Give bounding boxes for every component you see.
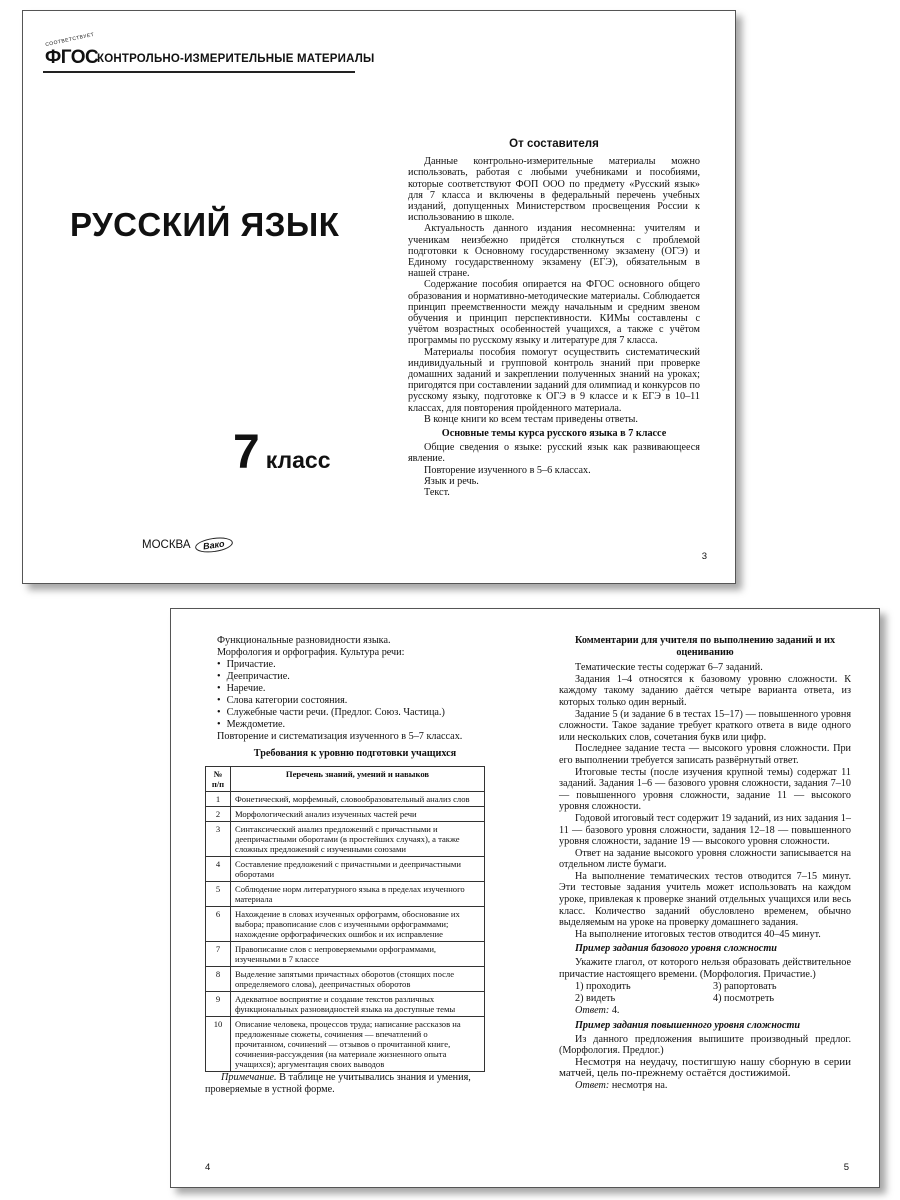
- example-basic-title: Пример задания базового уровня сложности: [575, 943, 777, 955]
- grade-number: 7: [233, 426, 260, 479]
- table-row: [206, 807, 485, 822]
- option: 2) видеть: [575, 992, 616, 1004]
- row-num: 10: [206, 1017, 231, 1072]
- example-basic-task: Укажите глагол, от которого нельзя образовать действительное причастие настоящего времени. (Морфология. Причастие.): [559, 957, 851, 980]
- table-row: [206, 882, 485, 907]
- preface-paragraph: В конце книги ко всем тестам приведены ответы.: [424, 413, 638, 425]
- fgos-logo: [43, 31, 99, 75]
- left-column: [205, 635, 505, 1096]
- preface-paragraph: Данные контрольно-измерительные материалы можно использовать, работая с любыми учебниками и пособиями, которые соответствуют ФОП ООО по предмету «Русский язык» для 7 класса и включены в федеральный перечень учебных изданий, допущенных Министерством просвещения России к использованию в школе.: [408, 156, 700, 224]
- topic-line: Морфология и орфография. Культура речи:: [217, 647, 405, 658]
- row-num: 6: [206, 907, 231, 942]
- fgos-arc-text: СООТВЕТСТВУЕТ: [44, 31, 95, 49]
- example-advanced-task: Из данного предложения выпишите производный предлог. (Морфология. Предлог.): [559, 1033, 851, 1057]
- preface: [408, 139, 700, 498]
- row-text: Нахождение в словах изученных орфограмм, обоснование их выбора; правописание слов с изученными орфограммами; нахождение орфографических ошибок и их исправление: [231, 907, 485, 942]
- list-item: • Наречие.: [217, 683, 505, 695]
- row-text: Правописание слов с непроверяемыми орфограммами, изученными в 7 классе: [231, 942, 485, 967]
- answer-value: 4.: [611, 1005, 620, 1017]
- row-text: Описание человека, процессов труда; написание рассказов на предложенные сюжеты, сочинения — впечатлений о прочитанном, сочинений — отзывов о прочитанной книге, сочинения-рассуждения (на материале жизненного опыта учащихся); аргументация своих выводов: [231, 1017, 485, 1072]
- comment-paragraph: Ответ на задание высокого уровня сложности записывается на отдельном листе бумаги.: [559, 847, 851, 871]
- answer-label: Ответ:: [575, 1079, 610, 1091]
- list-item: • Слова категории состояния.: [217, 695, 505, 707]
- comment-paragraph: Годовой итоговый тест содержит 19 заданий, из них задания 1–11 — базового уровня сложности, задания 12–18 — повышенного уровня сложности, задание 19 — высокого уровня сложности.: [559, 812, 851, 848]
- preface-paragraph: Материалы пособия помогут осуществить систематический индивидуальный и групповой контроль знаний при проверке домашних заданий и закреплении полученных знаний на уроках; пригодятся при составлении заданий для олимпиад и конкурсов по русскому языку, подготовке к ОГЭ в 9 классе и к ЕГЭ в 10–11 классах, для повторения пройденного материала.: [408, 346, 700, 414]
- comment-paragraph: Последнее задание теста — высокого уровня сложности. При его выполнении требуется записать развёрнутый ответ.: [559, 743, 851, 766]
- comment-paragraph: На выполнение итоговых тестов отводится 40–45 минут.: [575, 928, 821, 940]
- page-spread-4-5: [170, 608, 880, 1188]
- table-row: [206, 992, 485, 1017]
- topic-item: Текст.: [424, 487, 450, 499]
- right-column: [559, 635, 851, 1092]
- row-num: 2: [206, 807, 231, 822]
- option: 3) рапортовать: [713, 981, 777, 993]
- series-divider: [43, 71, 355, 73]
- row-num: 1: [206, 792, 231, 807]
- publisher-line: [142, 538, 232, 552]
- row-text: Адекватное восприятие и создание текстов различных функциональных разновидностей языка на доступные темы: [231, 992, 485, 1017]
- book-title: РУССКИЙ ЯЗЫК: [70, 206, 340, 243]
- table-row: [206, 967, 485, 992]
- comment-paragraph: Тематические тесты содержат 6–7 заданий.: [575, 662, 763, 674]
- series-title: КОНТРОЛЬНО-ИЗМЕРИТЕЛЬНЫЕ МАТЕРИАЛЫ: [97, 53, 375, 65]
- table-note: [205, 1072, 505, 1096]
- row-text: Синтаксический анализ предложений с причастными и деепричастными оборотами (в простейших случаях), а также сложных предложений с изученными союзами: [231, 822, 485, 857]
- page-3: [22, 10, 736, 584]
- answer-basic: [559, 1005, 851, 1017]
- header-num: № п/п: [206, 767, 231, 792]
- option: 4) посмотреть: [713, 992, 775, 1004]
- topics-title: Основные темы курса русского языка в 7 классе: [441, 428, 667, 440]
- fgos-text: ФГОС: [45, 47, 99, 68]
- preface-paragraph: Содержание пособия опирается на ФГОС основного общего образования и нормативно-методические материалы. Соблюдается принцип преемственности между начальным и средним звеном обучения и принцип перспективности. КИМы составлены с учётом возрастных особенностей учащихся, а также с учётом программы по русскому языку и литературе для 7 класса.: [408, 279, 700, 347]
- topic-item: Общие сведения о языке: русский язык как развивающееся явление.: [408, 442, 700, 465]
- table-header-row: [206, 767, 485, 792]
- row-text: Фонетический, морфемный, словообразовательный анализ слов: [231, 792, 485, 807]
- row-text: Морфологический анализ изученных частей речи: [231, 807, 485, 822]
- topic-item: Повторение изученного в 5–6 классах.: [424, 464, 591, 476]
- table-row: [206, 1017, 485, 1072]
- list-item: • Причастие.: [217, 659, 505, 671]
- topic-line: Функциональные разновидности языка.: [217, 635, 391, 646]
- row-text: Соблюдение норм литературного языка в пределах изученного материала: [231, 882, 485, 907]
- topic-bullet-list: [205, 659, 505, 731]
- list-item: • Междометие.: [217, 719, 505, 731]
- table-row: [206, 857, 485, 882]
- grade-label: [233, 425, 330, 480]
- comments-title: Комментарии для учителя по выполнению заданий и их оцениванию: [574, 635, 836, 658]
- row-num: 4: [206, 857, 231, 882]
- example-sentence: Несмотря на неудачу, постигшую нашу сборную в серии матчей, цель по-прежнему остаётся достижимой.: [559, 1055, 851, 1080]
- requirements-table: [205, 766, 485, 1072]
- note-text: В таблице не учитывались знания и умения, проверяемые в устной форме.: [205, 1072, 471, 1095]
- comment-paragraph: Итоговые тесты (после изучения крупной темы) содержат 11 заданий. Задания 1–6 — базового уровня сложности, задания 7–10 — повышенного уровня сложности, задание 11 — высокого уровня сложности.: [559, 766, 851, 813]
- row-num: 3: [206, 822, 231, 857]
- table-row: [206, 822, 485, 857]
- answer-label: Ответ:: [575, 1005, 610, 1017]
- answer-options: [559, 981, 851, 1004]
- topic-item: Язык и речь.: [424, 475, 479, 487]
- table-row: [206, 907, 485, 942]
- row-num: 8: [206, 967, 231, 992]
- topic-line: Повторение и систематизация изученного в 5–7 классах.: [217, 731, 463, 742]
- row-num: 7: [206, 942, 231, 967]
- header-text: Перечень знаний, умений и навыков: [231, 767, 485, 792]
- option: 1) проходить: [575, 981, 631, 993]
- row-num: 5: [206, 882, 231, 907]
- row-num: 9: [206, 992, 231, 1017]
- publisher-logo: Вако: [194, 535, 233, 554]
- list-item: • Служебные части речи. (Предлог. Союз. Частица.): [217, 707, 505, 719]
- page-number-left: 4: [205, 1162, 211, 1173]
- note-label: Примечание.: [221, 1072, 277, 1083]
- row-text: Составление предложений с причастными и деепричастными оборотами: [231, 857, 485, 882]
- comment-paragraph: Задание 5 (и задание 6 в тестах 15–17) — повышенного уровня сложности. Такое задание требует краткого ответа в виде одного или нескольких слов, сочетания букв или цифр.: [559, 708, 851, 743]
- preface-title: От составителя: [509, 138, 599, 150]
- comment-paragraph: На выполнение тематических тестов отводится 7–15 минут. Эти тестовые задания учитель может использовать на каждом уроке, привлекая к проверке знаний отдельных учащихся или весь класс. Количество заданий обусловлено временем, обычно выделяемым на уроке на проверку домашнего задания.: [559, 870, 851, 929]
- preface-paragraph: Актуальность данного издания несомненна: учителям и ученикам неизбежно придётся столкнуться с проблемой подготовки к Основному государственному экзамену (ОГЭ) и Единому государственному экзамену (ЕГЭ), обязательным в нашей стране.: [408, 223, 700, 280]
- grade-word: класс: [265, 447, 331, 473]
- page-number-right: 5: [843, 1162, 849, 1173]
- comment-paragraph: Задания 1–4 относятся к базовому уровню сложности. К каждому такому заданию даётся четыре варианта ответа, из которых только один верный.: [559, 673, 851, 708]
- list-item: • Деепричастие.: [217, 671, 505, 683]
- table-row: [206, 942, 485, 967]
- answer-value: несмотря на.: [611, 1079, 668, 1091]
- page-number: 3: [701, 551, 707, 562]
- table-title: Требования к уровню подготовки учащихся: [253, 748, 457, 759]
- answer-advanced: [559, 1080, 851, 1092]
- row-text: Выделение запятыми причастных оборотов (стоящих после определяемого слова), деепричастных оборотов: [231, 967, 485, 992]
- city: МОСКВА: [142, 539, 191, 551]
- example-advanced-title: Пример задания повышенного уровня сложности: [575, 1020, 801, 1031]
- table-row: [206, 792, 485, 807]
